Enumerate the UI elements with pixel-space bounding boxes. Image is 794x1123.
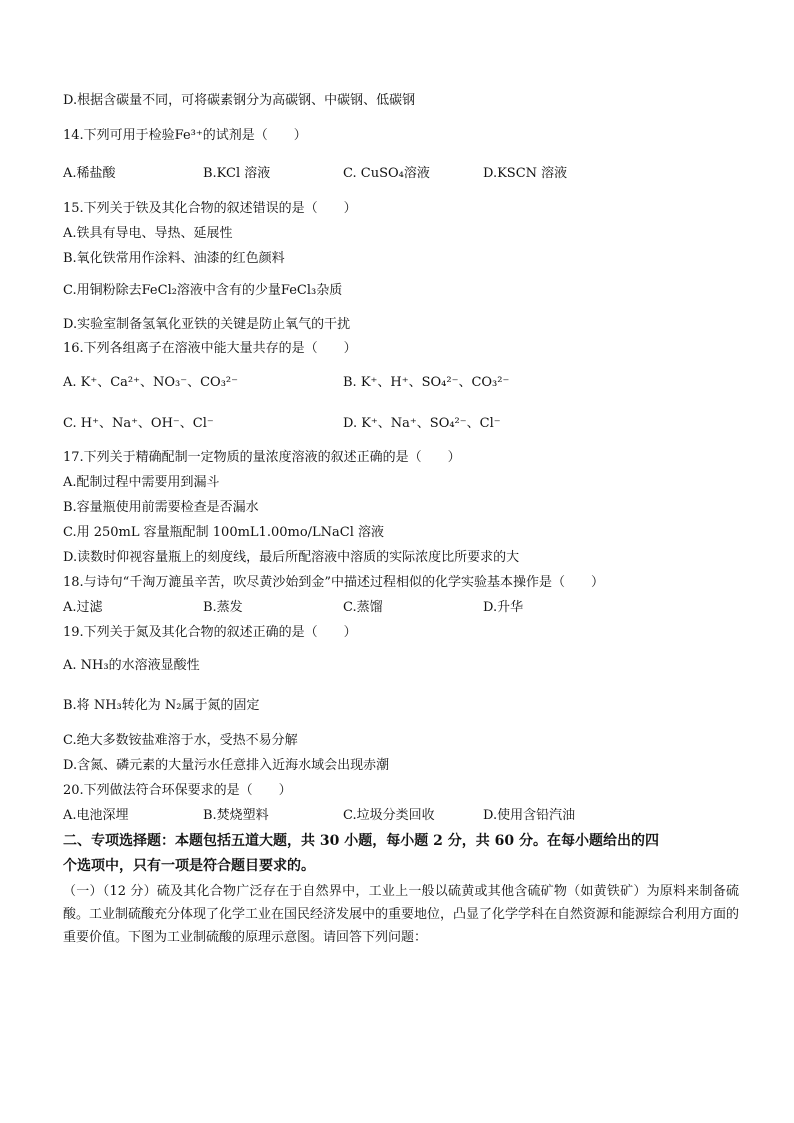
q15-option-d: D.实验室制备氢氧化亚铁的关键是防止氧气的干扰 (63, 317, 351, 332)
q17-option-c: C.用 250mL 容量瓶配制 100mL1.00mo/LNaCl 溶液 (63, 525, 385, 540)
q16-option-c: C. H⁺、Na⁺、OH⁻、Cl⁻ (63, 416, 214, 431)
q19-option-d: D.含氮、磷元素的大量污水任意排入近海水域会出现赤潮 (63, 758, 390, 773)
q14-stem: 14.下列可用于检验Fe³⁺的试剂是（ ） (63, 128, 307, 143)
q19-option-a: A. NH₃的水溶液显酸性 (63, 658, 200, 673)
q16-option-d: D. K⁺、Na⁺、SO₄²⁻、Cl⁻ (343, 416, 501, 431)
q18-option-b: B.蒸发 (203, 600, 243, 615)
q14-option-b: B.KCl 溶液 (203, 166, 271, 181)
q20-stem: 20.下列做法符合环保要求的是（ ） (63, 783, 292, 798)
q17-stem: 17.下列关于精确配制一定物质的量浓度溶液的叙述正确的是（ ） (63, 450, 461, 465)
q15-option-c: C.用铜粉除去FeCl₂溶液中含有的少量FeCl₃杂质 (63, 283, 343, 298)
section2-part1-paragraph: （一）（12 分）硫及其化合物广泛存在于自然界中，工业上一般以硫黄或其他含硫矿物（如黄铁矿）为原料来制备硫酸。工业制硫酸充分体现了化学工业在国民经济发展中的重要地位，凸显了化学学科在自然资源和能源综合利用方面的重要价值。下图为工业制硫酸的原理示意图。请回答下列问题： (63, 884, 740, 945)
q18-option-c: C.蒸馏 (343, 600, 383, 615)
q19-option-b: B.将 NH₃转化为 N₂属于氮的固定 (63, 698, 260, 713)
q14-option-d: D.KSCN 溶液 (483, 166, 568, 181)
q16-stem: 16.下列各组离子在溶液中能大量共存的是（ ） (63, 341, 357, 356)
q14-option-a: A.稀盐酸 (63, 166, 116, 181)
q15-stem: 15.下列关于铁及其化合物的叙述错误的是（ ） (63, 201, 357, 216)
q19-option-c: C.绝大多数铵盐难溶于水，受热不易分解 (63, 733, 298, 748)
q13-option-d: D.根据含碳量不同，可将碳素钢分为高碳钢、中碳钢、低碳钢 (63, 93, 416, 108)
section2-heading-line1: 二、专项选择题：本题包括五道大题，共 30 小题，每小题 2 分，共 60 分。在每小题给出的四 (63, 833, 659, 849)
q17-option-b: B.容量瓶使用前需要检查是否漏水 (63, 500, 259, 515)
q20-option-a: A.电池深埋 (63, 808, 129, 823)
q20-option-d: D.使用含铅汽油 (483, 808, 576, 823)
q18-option-d: D.升华 (483, 600, 524, 615)
q19-stem: 19.下列关于氮及其化合物的叙述正确的是（ ） (63, 625, 357, 640)
q20-option-b: B.焚烧塑料 (203, 808, 269, 823)
q16-option-a: A. K⁺、Ca²⁺、NO₃⁻、CO₃²⁻ (63, 375, 238, 390)
q18-stem: 18.与诗句“千淘万漉虽辛苦，吹尽黄沙始到金”中描述过程相似的化学实验基本操作是（ ） (63, 575, 604, 590)
q20-option-c: C.垃圾分类回收 (343, 808, 435, 823)
q16-option-b: B. K⁺、H⁺、SO₄²⁻、CO₃²⁻ (343, 375, 510, 390)
q17-option-d: D.读数时仰视容量瓶上的刻度线，最后所配溶液中溶质的实际浓度比所要求的大 (63, 550, 520, 565)
q18-option-a: A.过滤 (63, 600, 103, 615)
q17-option-a: A.配制过程中需要用到漏斗 (63, 475, 220, 490)
q15-option-b: B.氧化铁常用作涂料、油漆的红色颜料 (63, 251, 285, 266)
q15-option-a: A.铁具有导电、导热、延展性 (63, 226, 233, 241)
q14-option-c: C. CuSO₄溶液 (343, 166, 430, 181)
section2-heading-line2: 个选项中，只有一项是符合题目要求的。 (63, 858, 315, 874)
